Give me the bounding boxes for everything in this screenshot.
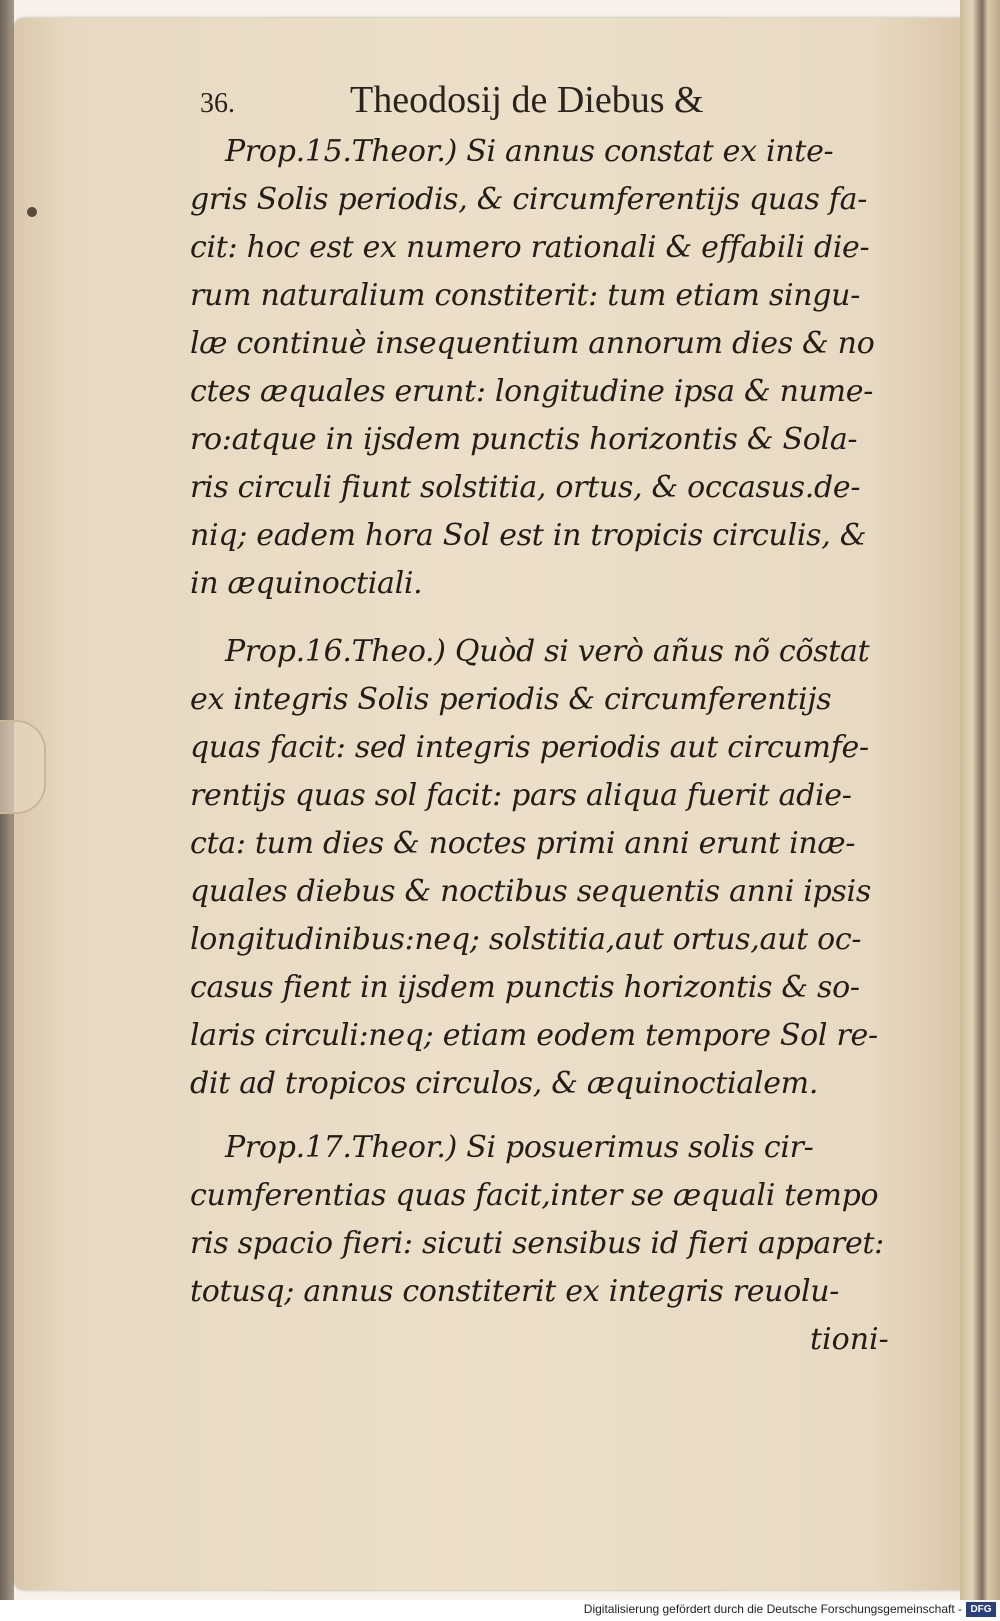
- running-head: [200, 78, 704, 122]
- text-line: Prop.15.Theor.) Si annus constat ex inte-: [225, 134, 834, 169]
- page-number: 36.: [200, 88, 235, 119]
- running-title: Theodosij de Diebus &: [350, 79, 704, 121]
- text-line: cit: hoc est ex numero rationali & effabili die-: [190, 230, 870, 265]
- text-line: casus fient in ijsdem punctis horizontis & so-: [190, 970, 860, 1005]
- text-line: quas facit: sed integris periodis aut circumfe-: [190, 730, 869, 765]
- text-line: rum naturalium constiterit: tum etiam singu-: [190, 278, 861, 313]
- text-line: quales diebus & noctibus sequentis anni ipsis: [190, 874, 871, 909]
- paragraph-prop-17: [190, 1124, 890, 1316]
- text-line: in æquinoctiali.: [190, 566, 423, 601]
- text-line: cta: tum dies & noctes primi anni erunt inæ-: [190, 826, 856, 861]
- ink-spot: [27, 207, 37, 217]
- adjacent-page-edge: [960, 0, 1000, 1600]
- text-line: longitudinibus:neq; solstitia,aut ortus,aut oc-: [190, 922, 862, 957]
- text-line: niq; eadem hora Sol est in tropicis circulis, &: [190, 518, 867, 553]
- dfg-logo-icon: DFG: [966, 1602, 996, 1617]
- text-line: Prop.16.Theo.) Quòd si verò añus nõ cõstat: [225, 634, 870, 669]
- catchword: tioni-: [810, 1322, 889, 1357]
- text-line: cumferentias quas facit,inter se æquali tempo: [190, 1178, 879, 1213]
- paragraph-prop-16: [190, 628, 890, 1108]
- text-line: gris Solis periodis, & circumferentijs quas fa-: [190, 182, 868, 217]
- text-line: ex integris Solis periodis & circumferentijs: [190, 682, 832, 717]
- text-line: totusq; annus constiterit ex integris reuolu-: [190, 1274, 840, 1309]
- text-line: ctes æquales erunt: longitudine ipsa & nume-: [190, 374, 874, 409]
- text-line: dit ad tropicos circulos, & æquinoctialem.: [190, 1066, 819, 1101]
- text-line: rentijs quas sol facit: pars aliqua fuerit adie-: [190, 778, 852, 813]
- paragraph-prop-15: [190, 128, 890, 608]
- text-line: Prop.17.Theor.) Si posuerimus solis cir-: [225, 1130, 814, 1165]
- text-line: læ continuè insequentium annorum dies & no: [190, 326, 875, 361]
- page-edge-tab: [0, 720, 46, 814]
- digitization-credit: Digitalisierung gefördert durch die Deutsche Forschungsgemeinschaft -: [583, 1602, 962, 1616]
- text-line: ris circuli fiunt solstitia, ortus, & occasus.de-: [190, 470, 861, 505]
- text-line: ris spacio fieri: sicuti sensibus id fieri apparet:: [190, 1226, 884, 1261]
- text-line: ro:atque in ijsdem punctis horizontis & Sola-: [190, 422, 858, 457]
- text-line: laris circuli:neq; etiam eodem tempore Sol re-: [190, 1018, 878, 1053]
